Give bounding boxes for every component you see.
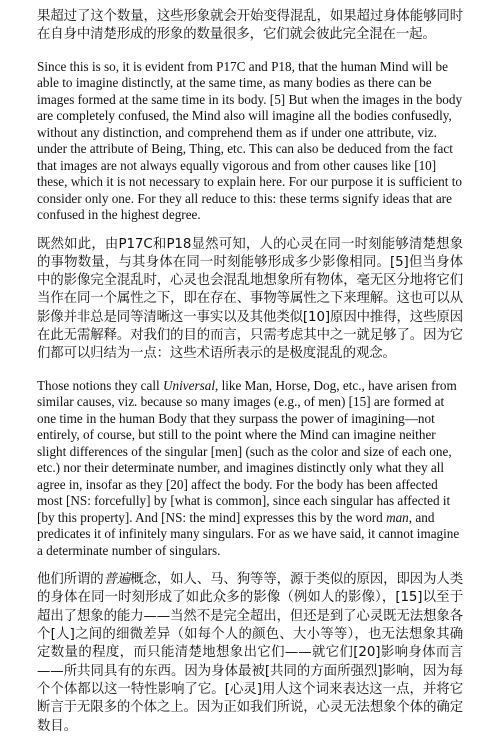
paragraph-en-2-text: Since this is so, it is evident from P17C and P18, that the human Mind will be able to imagine distinctly, at the same time, as many bodies as there can be images formed at the same time in its body. [5] But when the images in the body are completely confused, the Mind also will imagine all the bodies confusedly, without any distinction, and comprehend them as if under one attribute, viz. under the attribute of Being, Thing, etc. This can also be deduced from the fact that images are not always equally vigorous and from other causes like [10] these, which it is not necessary to explain here. For our purpose it is sufficient to consider only one. For they all reduce to this: these terms signify ideas that are confused in the highest degree. (37, 58, 463, 223)
paragraph-en-4 (37, 378, 463, 560)
paragraph-en-4-part-b: , like Man, Horse, Dog, etc., have arisen from similar causes, viz. because so many images (e.g., of men) [15] are formed at one time in the human Body that they surpass the power of imagining—not entirely, of course, but still to the point where the Mind can imagine neither slight differences of the singular [men] (such as the color and size of each one, etc.) nor their determinate number, and imagines distinctly only what they all agree in, insofar as they [20] affect the body. For the body has been affected most [NS: forcefully] by [what is common], since each singular has affected it [by this property]. And [NS: the mind] expresses this by the word (37, 377, 457, 525)
paragraph-zh-1 (37, 8, 463, 45)
paragraph-zh-5-part-a: 他们所谓的 (37, 572, 104, 588)
paragraph-zh-1-text: 果超过了这个数量，这些形象就会开始变得混乱，如果超过身体能够同时在自身中清楚形成的形象的数量很多，它们就会彼此完全混在一起。 (37, 9, 463, 43)
paragraph-zh-5-part-b: 概念，如人、马、狗等等，源于类似的原因，即因为人类的身体在同一时刻形成了如此众多的影像（例如人的影像），[15]以至于超出了想象的能力——当然不是完全超出，但还是到了心灵既无法想象各个[人]之间的细微差异（如每个人的颜色、大小等等），也无法想象其确定数量的程度，而只能清楚地想象出它们——就它们[20]影响身体而言——所共同具有的东西。因为身体最被[共同的方面所强烈]影响，因为每个个体都以这一特性影响了它。[心灵]用人这个词来表达这一点，并将它断言于无限多的个体之上。因为正如我们所说，心灵无法想象个体的确定数目。 (37, 572, 464, 734)
paragraph-zh-5 (37, 571, 463, 736)
paragraph-zh-3 (37, 236, 463, 364)
paragraph-en-4-emphasis-man: man (386, 509, 409, 525)
paragraph-en-4-emphasis-universal: Universal (163, 377, 216, 393)
paragraph-en-4-part-a: Those notions they call (37, 377, 163, 393)
paragraph-en-2 (37, 59, 463, 224)
paragraph-en-4-part-c: , and predicates it of infinitely many singulars. For as we have said, it cannot imagine a determinate number of singulars. (37, 509, 460, 558)
paragraph-zh-5-emphasis-universal: 普遍 (103, 572, 131, 588)
paragraph-zh-3-text: 既然如此，由P17C和P18显然可知，人的心灵在同一时刻能够清楚想象的事物数量，与其身体在同一时刻能够形成多少影像相同。[5]但当身体中的影像完全混乱时，心灵也会混乱地想象所有物体，毫无区分地将它们当作在同一个属性之下，即在存在、事物等属性之下来理解。这也可以从影像并非总是同等清晰这一事实以及其他类似[10]原因中推得，这些原因在此无需解释。对我们的目的而言，只需考虑其中之一就足够了。因为它们都可以归结为一点：这些术语所表示的是极度混乱的观念。 (37, 236, 463, 362)
